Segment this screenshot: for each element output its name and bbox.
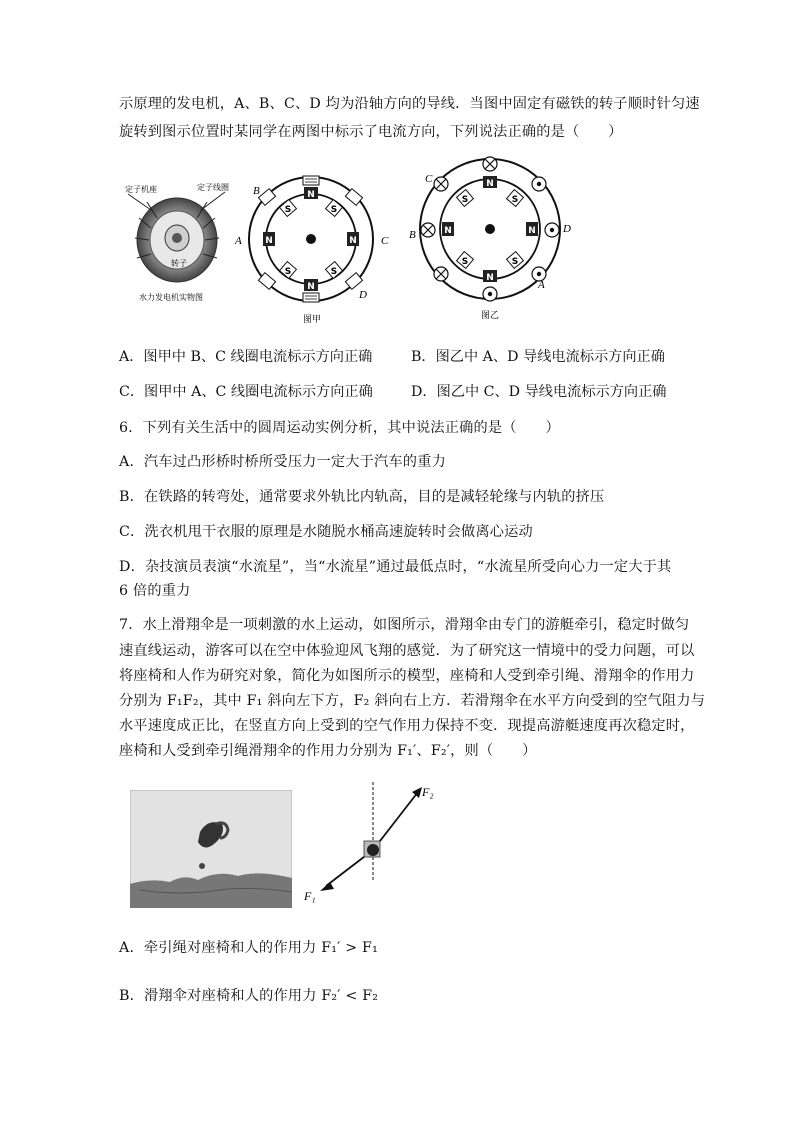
- yi-caption: 图乙: [481, 311, 500, 321]
- seat-and-person: [367, 844, 379, 856]
- yi-pole-n-left: N: [444, 226, 452, 236]
- stator-base-label: 定子机座: [125, 185, 157, 194]
- parasail-photo: [130, 790, 292, 908]
- jia-pole-s-bl: S: [284, 267, 292, 277]
- force-diagram: [300, 778, 450, 910]
- yi-pole-n-top: N: [486, 179, 494, 189]
- q7-line2: 速直线运动，游客可以在空中体验迎风飞翔的感觉．为了研究这一情境中的受力问题，可以: [119, 643, 695, 659]
- jia-label-d: D: [359, 289, 367, 301]
- jia-caption: 图甲: [303, 315, 322, 325]
- jia-label-b: B: [253, 185, 260, 197]
- yi-label-a: A: [538, 279, 545, 291]
- q5-option-c: C．图甲中 A、C 线圈电流标示方向正确: [119, 384, 373, 400]
- jia-pole-s-tl: S: [284, 205, 292, 215]
- q5-option-d: D．图乙中 C、D 导线电流标示方向正确: [411, 384, 667, 400]
- jia-pole-n-top: N: [307, 190, 315, 200]
- q6-option-d-line1: D．杂技演员表演“水流星”，当“水流星”通过最低点时，“水流星所受向心力一定大于其: [119, 559, 672, 575]
- q5-option-a: A．图甲中 B、C 线圈电流标示方向正确: [119, 349, 373, 365]
- stator-coil-label: 定子线圈: [197, 183, 229, 192]
- figure-jia: [233, 172, 393, 327]
- q5-option-b: B．图乙中 A、D 导线电流标示方向正确: [411, 349, 665, 365]
- yi-pole-s-bl: S: [461, 257, 469, 267]
- f2-label: F₂: [422, 785, 434, 799]
- rotor-label: 转子: [171, 259, 187, 268]
- jia-pole-n-right: N: [349, 236, 357, 246]
- yi-pole-s-br: S: [511, 257, 519, 267]
- q7-line1: 7．水上滑翔伞是一项刺激的水上运动，如图所示，滑翔伞由专门的游艇牵引，稳定时做匀: [119, 617, 690, 633]
- q6-stem: 6．下列有关生活中的圆周运动实例分析，其中说法正确的是（ ）: [119, 420, 560, 436]
- q5-stem-line1: 示原理的发电机，A、B、C、D 均为沿轴方向的导线．当图中固定有磁铁的转子顺时针匀速: [119, 96, 700, 112]
- q5-stem-line2: 旋转到图示位置时某同学在两图中标示了电流方向，下列说法正确的是（ ）: [119, 124, 623, 140]
- q7-option-a: A．牵引绳对座椅和人的作用力 F₁′ > F₁: [119, 940, 378, 956]
- jia-label-a: A: [235, 235, 242, 247]
- yi-label-c: C: [425, 173, 433, 185]
- q6-option-b: B．在铁路的转弯处，通常要求外轨比内轨高，目的是减轻轮缘与内轨的挤压: [119, 489, 605, 505]
- q6-option-c: C．洗衣机甩干衣服的原理是水随脱水桶高速旋转时会做离心运动: [119, 524, 533, 540]
- generator-photo: [125, 178, 240, 303]
- figure-yi: [405, 152, 580, 322]
- jia-label-c: C: [381, 235, 389, 247]
- q7-option-b: B．滑翔伞对座椅和人的作用力 F₂′ < F₂: [119, 988, 379, 1004]
- jia-pole-n-bottom: N: [307, 282, 315, 292]
- q7-line3: 将座椅和人作为研究对象，简化为如图所示的模型，座椅和人受到牵引绳、滑翔伞的作用力: [119, 668, 695, 684]
- yi-pole-n-right: N: [528, 226, 536, 236]
- yi-label-b: B: [409, 229, 416, 241]
- q7-line5: 水平速度成正比，在竖直方向上受到的空气作用力保持不变．现提高游艇速度再次稳定时，: [119, 718, 695, 734]
- jia-pole-s-br: S: [330, 267, 338, 277]
- q6-option-a: A．汽车过凸形桥时桥所受压力一定大于汽车的重力: [119, 454, 446, 470]
- jia-pole-n-left: N: [265, 236, 273, 246]
- photo-caption: 水力发电机实物图: [139, 293, 203, 302]
- q6-option-d-line2: 6 倍的重力: [119, 583, 191, 599]
- jia-pole-s-tr: S: [330, 205, 338, 215]
- q7-line4: 分别为 F₁F₂，其中 F₁ 斜向左下方，F₂ 斜向右上方．若滑翔伞在水平方向受到的空气阻力与: [119, 693, 706, 709]
- yi-pole-s-tl: S: [461, 195, 469, 205]
- yi-pole-s-tr: S: [511, 195, 519, 205]
- yi-pole-n-bottom: N: [486, 273, 494, 283]
- f1-label: F₁: [304, 889, 316, 903]
- q7-line6: 座椅和人受到牵引绳滑翔伞的作用力分别为 F₁′、F₂′，则（ ）: [119, 743, 537, 759]
- yi-label-d: D: [563, 223, 571, 235]
